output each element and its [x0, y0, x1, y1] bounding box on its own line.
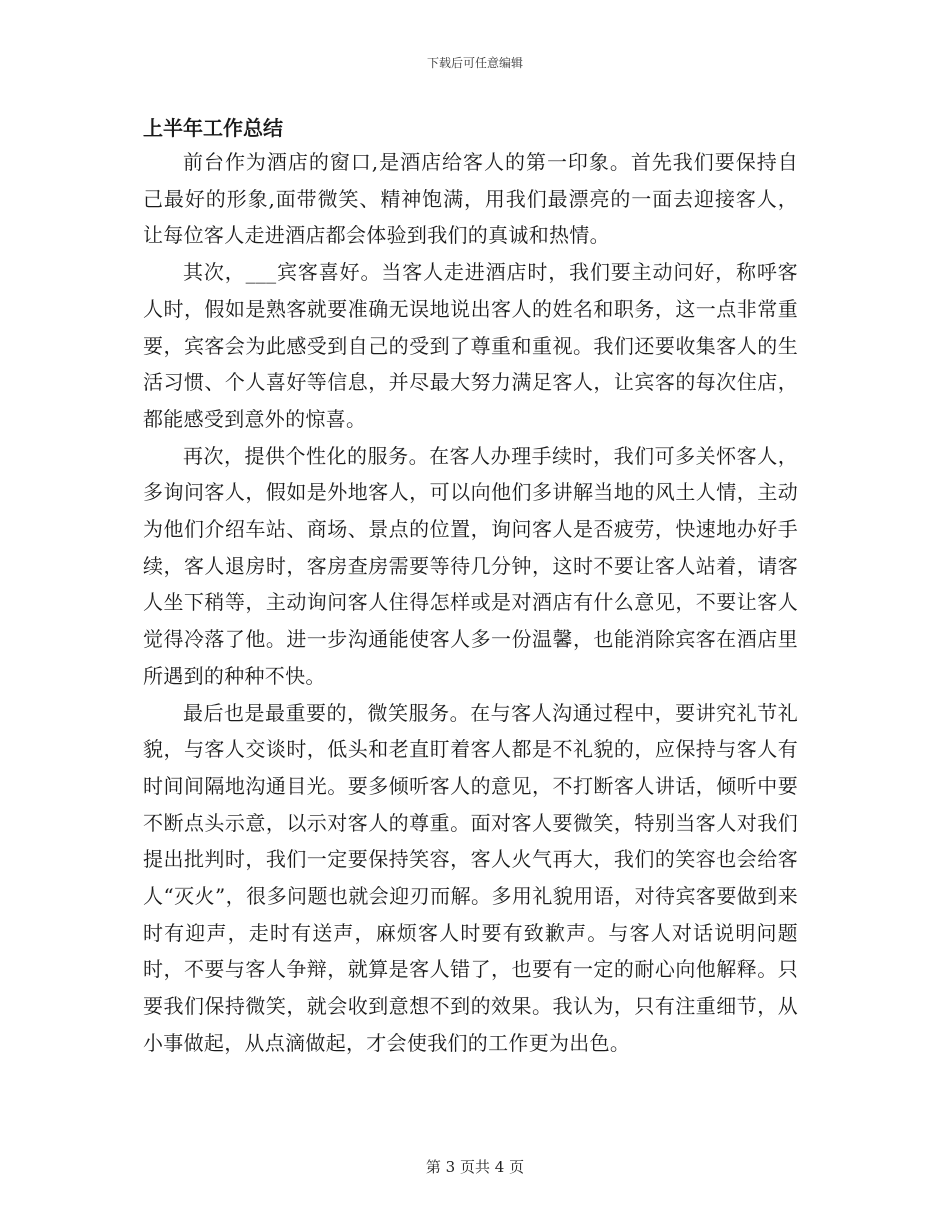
paragraph-3: 再次，提供个性化的服务。在客人办理手续时，我们可多关怀客人，多询问客人，假如是外地客人，可以向他们多讲解当地的风土人情，主动为他们介绍车站、商场、景点的位置，询问客人是否疲劳，快速地办好手续，客人退房时，客房查房需要等待几分钟，这时不要让客人站着，请客人坐下稍等，主动询问客人住得怎样或是对酒店有什么意见，不要让客人觉得冷落了他。进一步沟通能使客人多一份温馨，也能消除宾客在酒店里所遇到的种种不快。	[143, 443, 798, 688]
paragraph-2: 其次，___宾客喜好。当客人走进酒店时，我们要主动问好，称呼客人时，假如是熟客就要准确无误地说出客人的姓名和职务，这一点非常重要，宾客会为此感受到自己的受到了尊重和重视。我们还要收集客人的生活习惯、个人喜好等信息，并尽最大努力满足客人，让宾客的每次住店，都能感受到意外的惊喜。	[143, 260, 798, 431]
paragraph-1: 前台作为酒店的窗口,是酒店给客人的第一印象。首先我们要保持自己最好的形象,面带微笑、精神饱满，用我们最漂亮的一面去迎接客人，让每位客人走进酒店都会体验到我们的真诚和热情。	[143, 150, 798, 248]
document-body	[143, 144, 798, 1062]
document-title: 上半年工作总结	[143, 116, 283, 140]
page-header-note: 下载后可任意编辑	[426, 56, 523, 70]
paragraph-4: 最后也是最重要的，微笑服务。在与客人沟通过程中，要讲究礼节礼貌，与客人交谈时，低头和老直盯着客人都是不礼貌的，应保持与客人有时间间隔地沟通目光。要多倾听客人的意见，不打断客人讲话，倾听中要不断点头示意，以示对客人的尊重。面对客人要微笑，特别当客人对我们提出批判时，我们一定要保持笑容，客人火气再大，我们的笑容也会给客人“灭火”，很多问题也就会迎刃而解。多用礼貌用语，对待宾客要做到来时有迎声，走时有送声，麻烦客人时要有致歉声。与客人对话说明问题时，不要与客人争辩，就算是客人错了，也要有一定的耐心向他解释。只要我们保持微笑，就会收到意想不到的效果。我认为，只有注重细节，从小事做起，从点滴做起，才会使我们的工作更为出色。	[143, 700, 798, 1055]
page-number: 第 3 页共 4 页	[425, 1158, 525, 1176]
